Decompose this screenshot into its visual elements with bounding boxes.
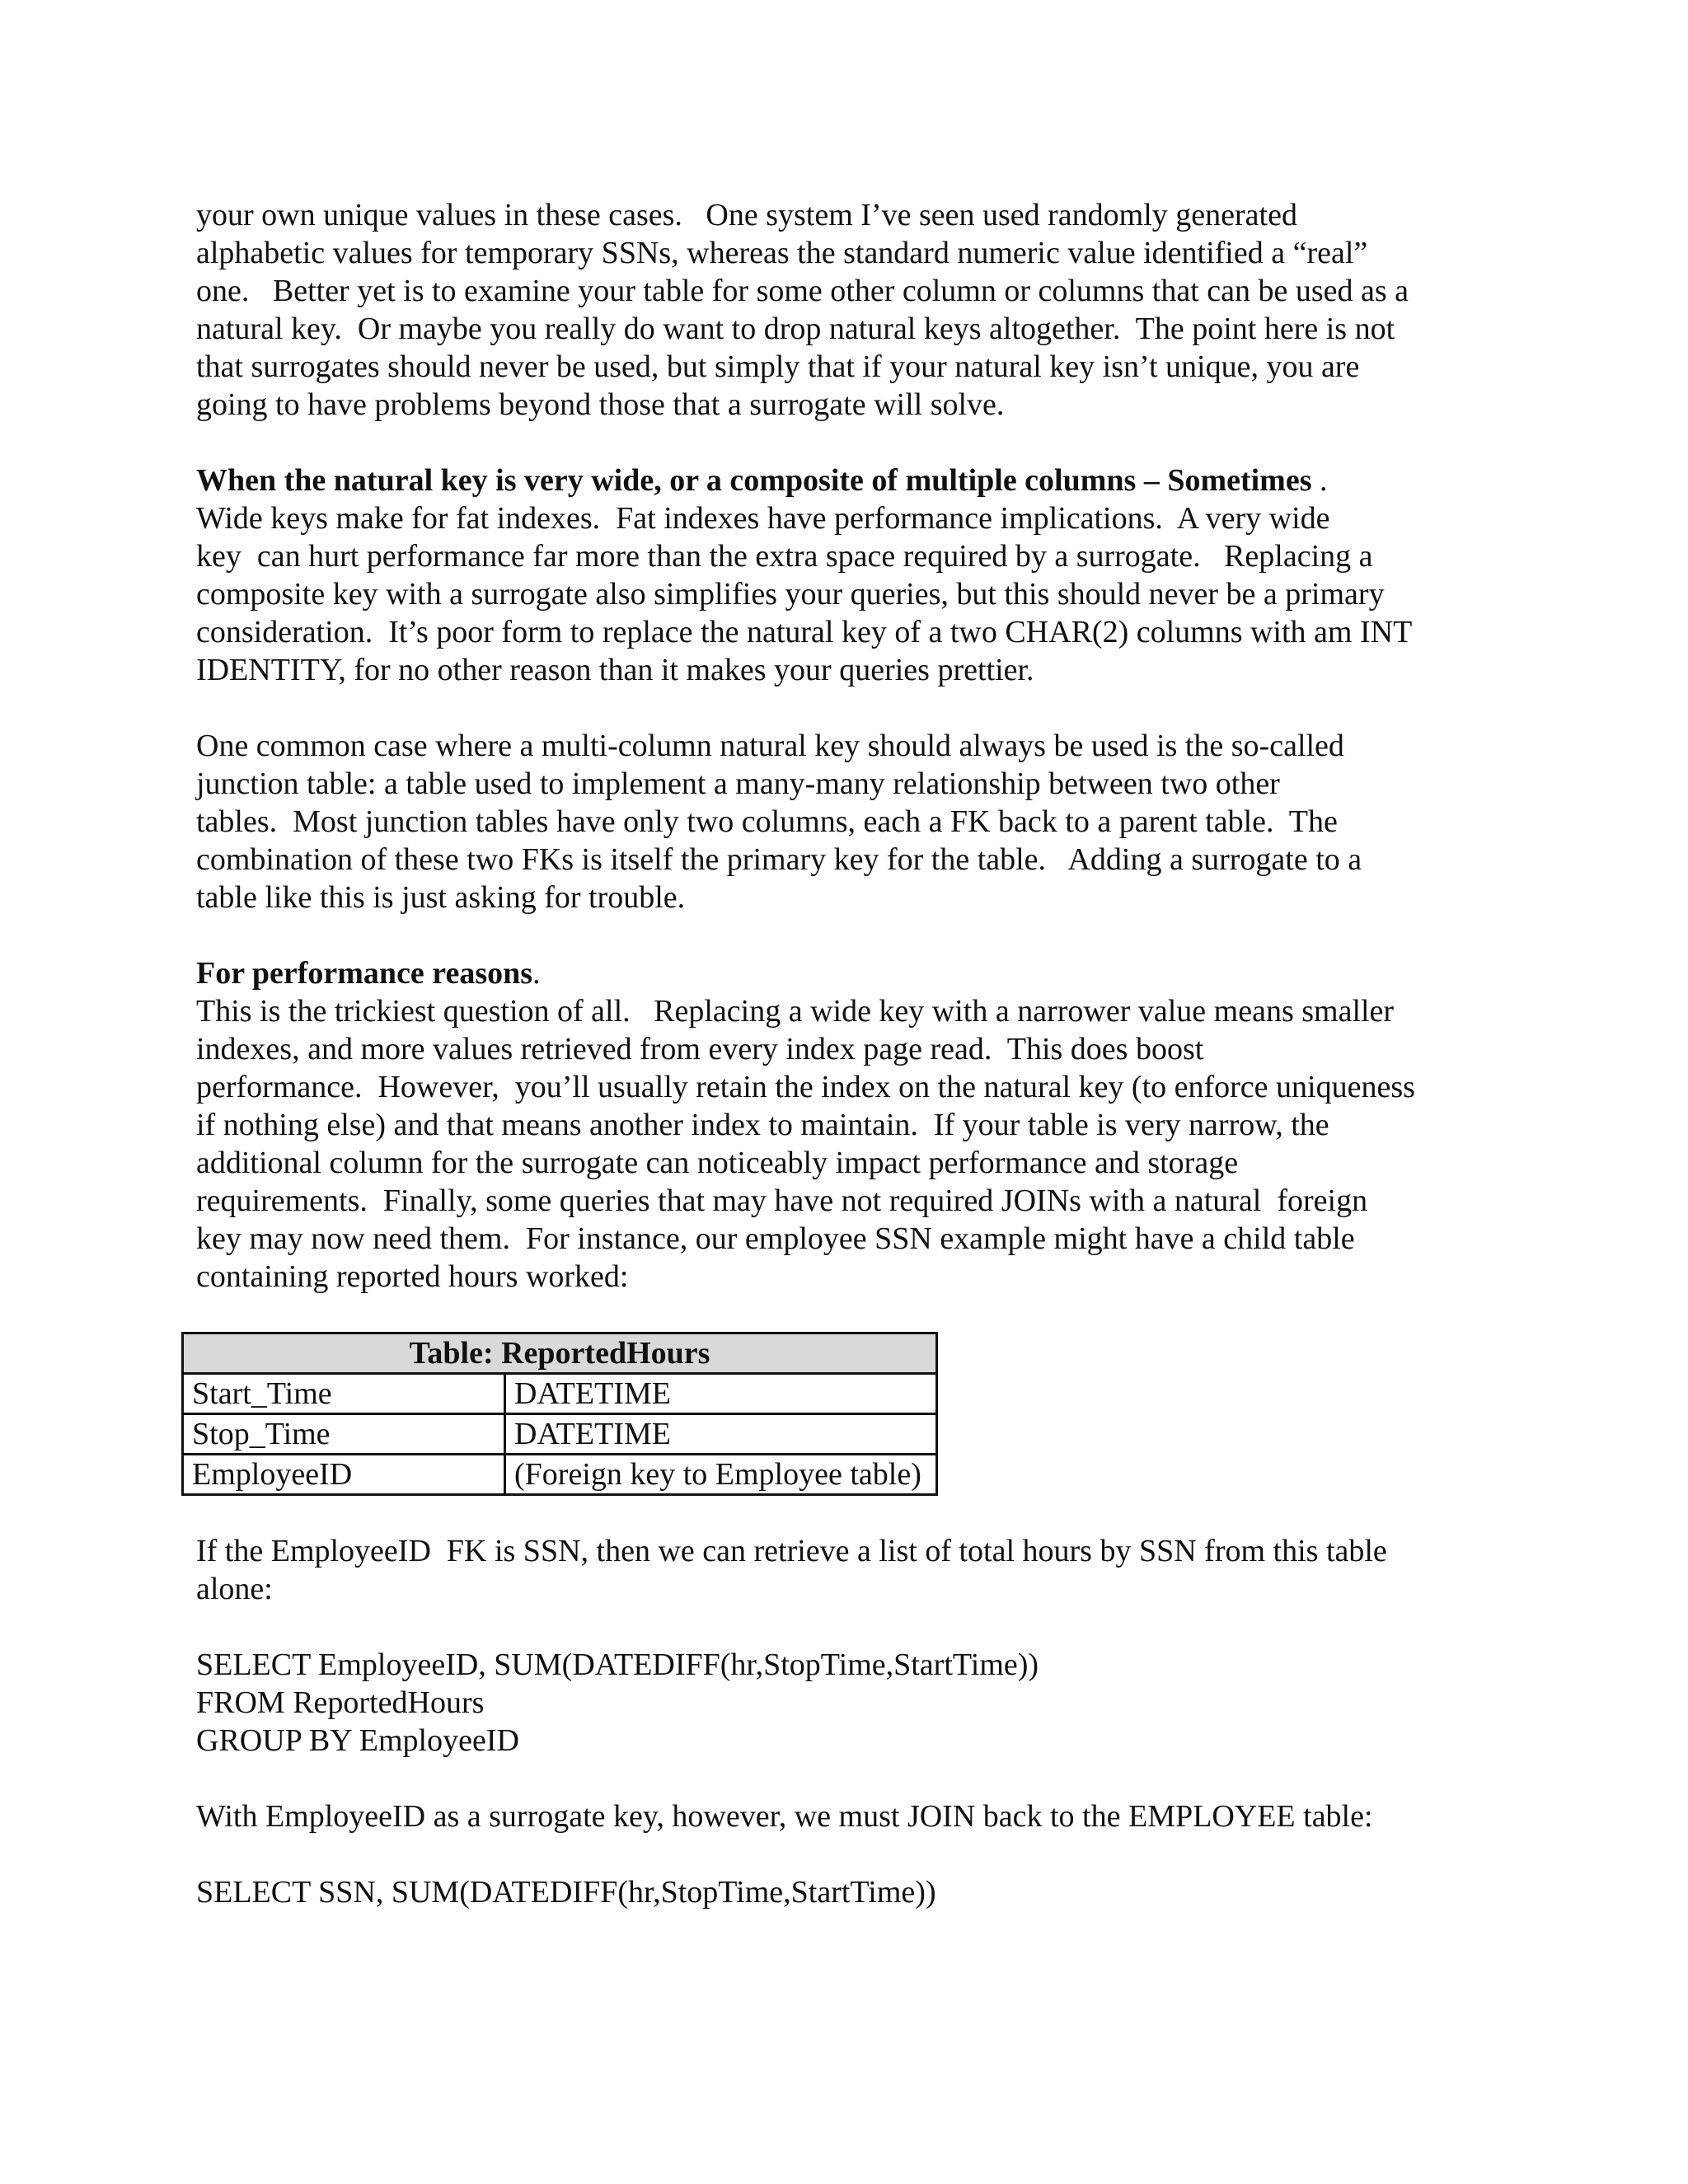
document-page (192, 196, 1498, 1911)
column-type-cell: (Foreign key to Employee table) (505, 1455, 937, 1495)
paragraph-gap (196, 424, 1498, 462)
table-row (183, 1374, 937, 1414)
text-line: indexes, and more values retrieved from every index page read. This does boost (196, 1032, 1204, 1066)
text-line: one. Better yet is to examine your table for some other column or columns that can be used as a (196, 274, 1409, 308)
text-line: if nothing else) and that means another index to maintain. If your table is very narrow, the (196, 1108, 1329, 1142)
column-name-cell: Stop_Time (183, 1414, 505, 1455)
heading-tail: . (532, 956, 541, 991)
text-line: alone: (196, 1572, 273, 1606)
text-line: IDENTITY, for no other reason than it makes your queries prettier. (196, 653, 1034, 687)
paragraph-surrogate-join (196, 1797, 1498, 1835)
text-line: Wide keys make for fat indexes. Fat indexes have performance implications. A very wide (196, 501, 1330, 536)
paragraph-gap (196, 1760, 1498, 1797)
column-type-cell: DATETIME (505, 1414, 937, 1455)
code-line: SELECT EmployeeID, SUM(DATEDIFF(hr,StopTime,StartTime)) (196, 1647, 1039, 1682)
paragraph-gap (196, 1608, 1498, 1646)
text-line: combination of these two FKs is itself the primary key for the table. Adding a surrogate to a (196, 842, 1362, 877)
column-name-cell: Start_Time (183, 1374, 505, 1414)
section-wide-keys (196, 462, 1498, 689)
text-line: key may now need them. For instance, our employee SSN example might have a child table (196, 1221, 1355, 1256)
text-line: your own unique values in these cases. One system I’ve seen used randomly generated (196, 198, 1297, 232)
paragraph-gap (196, 916, 1498, 954)
text-line: tables. Most junction tables have only two columns, each a FK back to a parent table. The (196, 804, 1338, 839)
heading-text: For performance reasons (196, 956, 533, 991)
text-line: junction table: a table used to implement a many-many relationship between two other (196, 766, 1280, 801)
column-type-cell: DATETIME (505, 1374, 937, 1414)
paragraph-gap (196, 1835, 1498, 1873)
table-row (183, 1414, 937, 1455)
text-line: natural key. Or maybe you really do want to drop natural keys altogether. The point here is not (196, 312, 1395, 346)
code-line: SELECT SSN, SUM(DATEDIFF(hr,StopTime,StartTime)) (196, 1875, 936, 1910)
table-title: Table: ReportedHours (183, 1333, 937, 1374)
text-line: With EmployeeID as a surrogate key, however, we must JOIN back to the EMPLOYEE table: (196, 1799, 1373, 1834)
text-line: This is the trickiest question of all. Replacing a wide key with a narrower value means smaller (196, 994, 1395, 1029)
text-line: containing reported hours worked: (196, 1259, 629, 1294)
heading-tail: . (1311, 463, 1328, 498)
section-performance (196, 954, 1498, 1296)
paragraph-junction-table (196, 727, 1498, 916)
code-line: GROUP BY EmployeeID (196, 1723, 519, 1758)
heading-text: When the natural key is very wide, or a composite of multiple columns – Sometimes (196, 463, 1312, 498)
text-line: key can hurt performance far more than the extra space required by a surrogate. Replacing a (196, 539, 1373, 574)
text-line: table like this is just asking for trouble. (196, 880, 686, 915)
code-block-group-by (196, 1646, 1498, 1760)
paragraph-ssn-query (196, 1532, 1498, 1608)
section-heading (196, 954, 1498, 992)
paragraph-unique-values (196, 196, 1498, 424)
column-name-cell: EmployeeID (183, 1455, 505, 1495)
text-line: performance. However, you’ll usually retain the index on the natural key (to enforce uniqueness (196, 1070, 1415, 1104)
code-line: FROM ReportedHours (196, 1685, 485, 1720)
table-row (183, 1455, 937, 1495)
text-line: additional column for the surrogate can noticeably impact performance and storage (196, 1146, 1239, 1180)
text-line: composite key with a surrogate also simplifies your queries, but this should never be a primary (196, 577, 1385, 612)
code-block-join (196, 1873, 1498, 1911)
text-line: that surrogates should never be used, but simply that if your natural key isn’t unique, you are (196, 349, 1360, 384)
section-heading (196, 462, 1498, 499)
reported-hours-table (181, 1332, 938, 1496)
text-line: requirements. Finally, some queries that may have not required JOINs with a natural foreign (196, 1183, 1368, 1218)
table-header-row (183, 1333, 937, 1374)
text-line: If the EmployeeID FK is SSN, then we can retrieve a list of total hours by SSN from this table (196, 1534, 1387, 1568)
text-line: going to have problems beyond those that a surrogate will solve. (196, 387, 1005, 422)
text-line: consideration. It’s poor form to replace the natural key of a two CHAR(2) columns with am INT (196, 615, 1413, 649)
text-line: alphabetic values for temporary SSNs, whereas the standard numeric value identified a “real” (196, 236, 1368, 270)
paragraph-gap (196, 689, 1498, 727)
text-line: One common case where a multi-column natural key should always be used is the so-called (196, 729, 1344, 763)
